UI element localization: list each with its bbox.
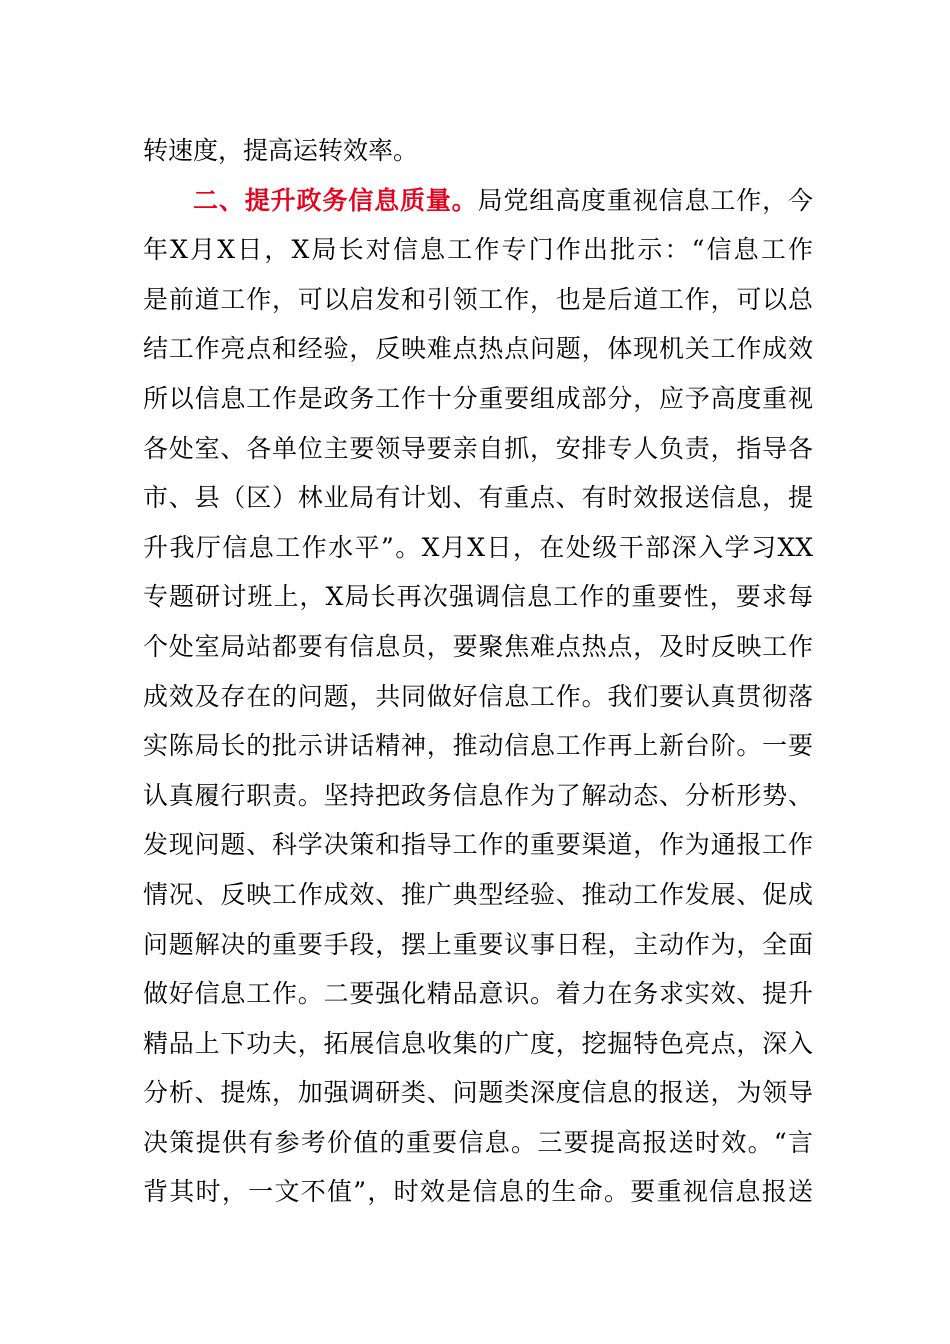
text-line: 各处室、各单位主要领导要亲自抓，安排专人负责，指导各 xyxy=(143,433,813,463)
text-line: 发现问题、科学决策和指导工作的重要渠道，作为通报工作 xyxy=(143,830,813,860)
text-line: 成效及存在的问题，共同做好信息工作。我们要认真贯彻落 xyxy=(143,681,813,711)
section-heading-line xyxy=(143,176,813,226)
text-line: 个处室局站都要有信息员，要聚焦难点热点，及时反映工作 xyxy=(143,631,813,661)
section-heading: 二、提升政务信息质量。 xyxy=(193,185,478,215)
text-line: 实陈局长的批示讲话精神，推动信息工作再上新台阶。一要 xyxy=(143,731,813,761)
text-line: 所以信息工作是政务工作十分重要组成部分，应予高度重视 xyxy=(143,383,813,413)
text-line: 升我厅信息工作水平”。X月X日，在处级干部深入学习XX xyxy=(143,532,813,562)
text-line: 专题研讨班上，X局长再次强调信息工作的重要性，要求每 xyxy=(143,582,813,612)
text-line: 做好信息工作。二要强化精品意识。着力在务求实效、提升 xyxy=(143,979,813,1009)
text-line: 精品上下功夫，拓展信息收集的广度，挖掘特色亮点，深入 xyxy=(143,1028,813,1058)
text-line: 转速度，提高运转效率。 xyxy=(143,136,419,165)
document-body xyxy=(143,126,813,1217)
text-line: 问题解决的重要手段，摆上重要议事日程，主动作为，全面 xyxy=(143,929,813,959)
text-line: 情况、反映工作成效、推广典型经验、推动工作发展、促成 xyxy=(143,879,813,909)
text-line: 背其时，一文不值”，时效是信息的生命。要重视信息报送 xyxy=(143,1177,813,1207)
text-line: 结工作亮点和经验，反映难点热点问题，体现机关工作成效 xyxy=(143,334,813,364)
text-line: 市、县（区）林业局有计划、有重点、有时效报送信息，提 xyxy=(143,483,813,513)
text-line: 是前道工作，可以启发和引领工作，也是后道工作，可以总 xyxy=(143,284,813,314)
text-line: 认真履行职责。坚持把政务信息作为了解动态、分析形势、 xyxy=(143,780,813,810)
section-heading-continuation: 局党组高度重视信息工作，今 xyxy=(477,185,813,215)
text-line: 分析、提炼，加强调研类、问题类深度信息的报送，为领导 xyxy=(143,1078,813,1108)
text-line: 年X月X日，X局长对信息工作专门作出批示：“信息工作 xyxy=(143,235,813,265)
text-line: 决策提供有参考价值的重要信息。三要提高报送时效。“言 xyxy=(143,1127,813,1157)
